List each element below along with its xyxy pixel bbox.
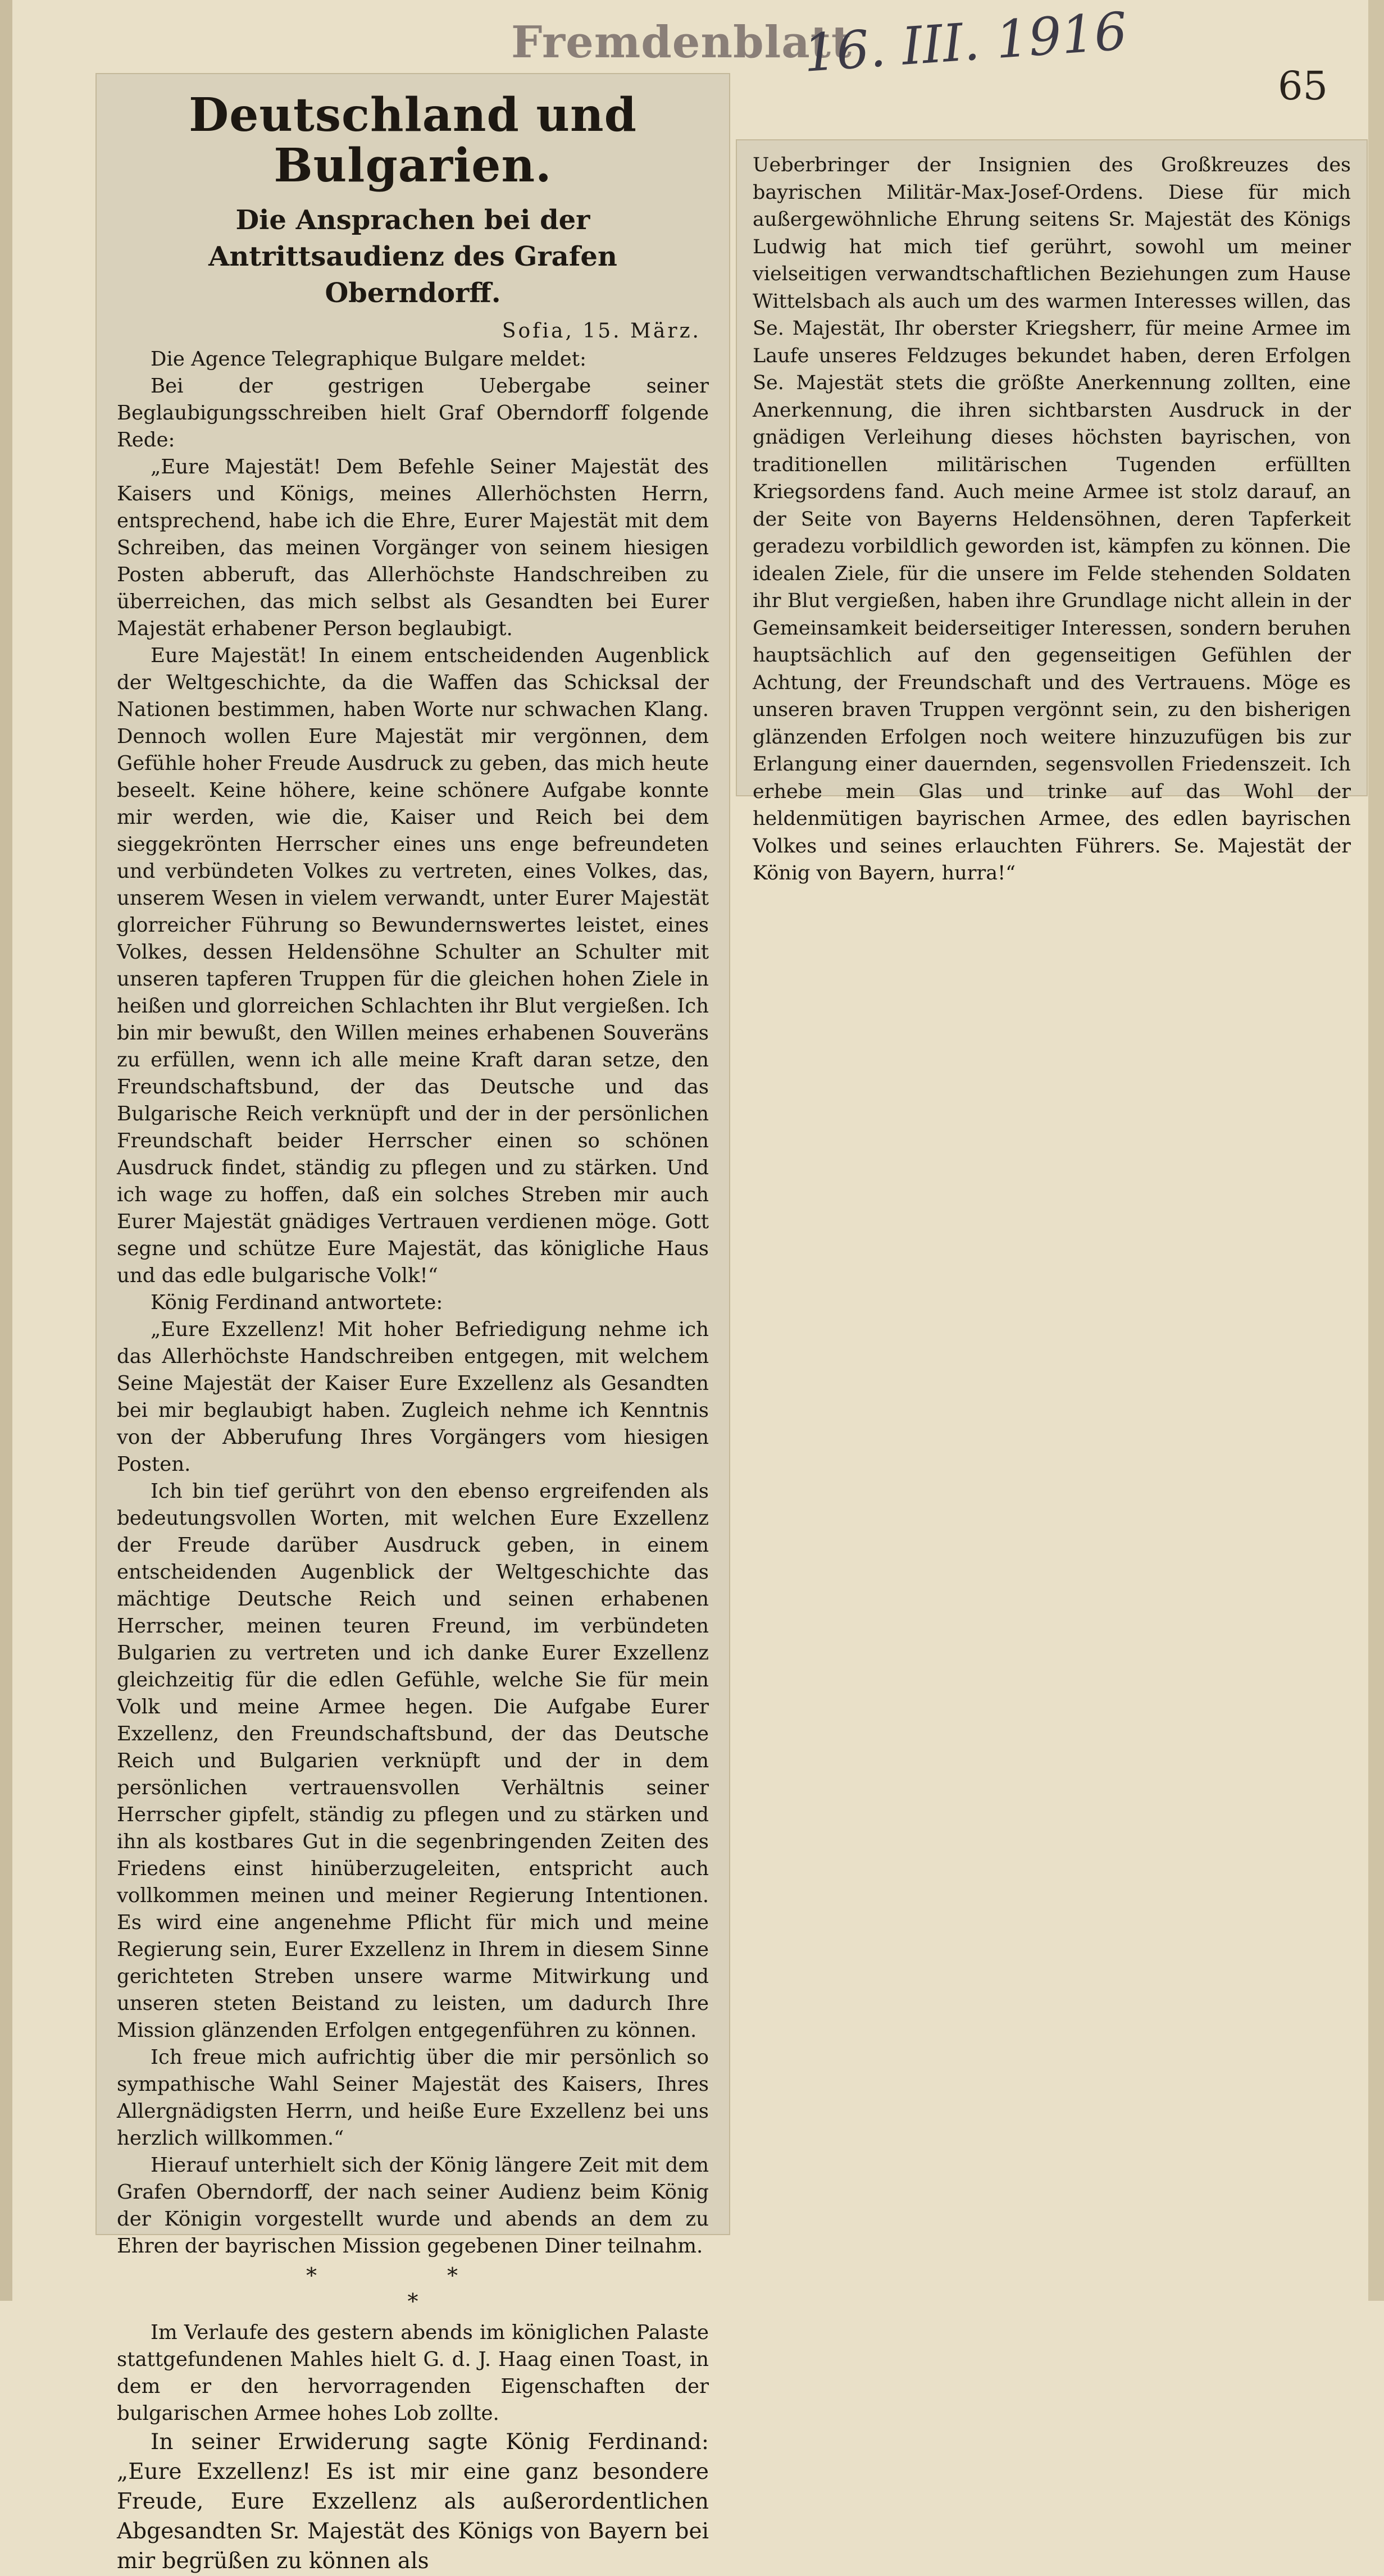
paragraph: Eure Majestät! In einem entscheidenden Augenblick der Weltgeschichte, da die Waffen das Schicksal der Nationen bestimmen, haben Worte nur schwachen Klang. Dennoch wollen Eure Majestät mir vergönnen, dem Gefühle hoher Freude Ausdruck zu geben, das mich heute beseelt. Keine höhere, keine schönere Aufgabe konnte mir werden, wie die, Kaiser und Reich bei dem sieggekrönten Herrscher eines uns enge befreundeten und verbündeten Volkes zu vertreten, eines Volkes, das, unserem Wesen in vielem verwandt, unter Eurer Majestät glorreicher Führung so Bewundernswertes leistet, eines Volkes, dessen Heldensöhne Schulter an Schulter mit unseren tapferen Truppen für die gleichen hohen Ziele in heißen und glorreichen Schlachten ihr Blut vergießen. Ich bin mir bewußt, den Willen meines erhabenen Souveräns zu erfüllen, wenn ich alle meine Kraft daran setze, den Freundschaftsbund, der das Deutsche und das Bulgarische Reich verknüpft und der in der persönlichen Freundschaft beider Herrscher einen so schönen Ausdruck findet, ständig zu pflegen und zu stärken. Und ich wage zu hoffen, daß ein solches Streben mir auch Eurer Majestät gnädiges Vertrauen verdienen möge. Gott segne und schütze Eure Majestät, das königliche Haus und das edle bulgarische Volk!“	[117, 644, 709, 1287]
paragraph: Im Verlaufe des gestern abends im königlichen Palaste stattgefundenen Mahles hielt G. d. J. Haag einen Toast, in dem er den hervorragenden Eigenschaften der bulgarischen Armee hohes Lob zollte.	[117, 2320, 709, 2425]
newspaper-stamp: Fremdenblatt	[511, 17, 852, 68]
page-number: 65	[1278, 63, 1328, 109]
continuation-paragraph: Ueberbringer der Insignien des Großkreuzes des bayrischen Militär-Max-Josef-Ordens. Diese für mich außergewöhnliche Ehrung seitens Sr. Majestät des Königs Ludwig hat mich tief gerührt, sowohl um meiner vielseitigen verwandtschaftlichen Beziehungen zum Hause Wittelsbach als auch um des warmen Interesses willen, das Se. Majestät, Ihr oberster Kriegsherr, für meine Armee im Laufe unseres Feldzuges bekundet haben, deren Erfolgen Se. Majestät stets die größte Anerkennung zollten, eine Anerkennung, die ihren sichtbarsten Ausdruck in der gnädigen Verleihung dieses höchsten bayrischen, von traditionellen militärischen Tugenden erfüllten Kriegsordens fand. Auch meine Armee ist stolz darauf, an der Seite von Bayerns Heldensöhnen, deren Tapferkeit geradezu vorbildlich geworden ist, kämpfen zu können. Die idealen Ziele, für die unsere im Felde stehenden Soldaten ihr Blut vergießen, haben ihre Grundlage nicht allein in der Gemeinsamkeit beiderseitiger Interessen, sondern beruhen hauptsächlich auf den gegenseitigen Gefühlen der Achtung, der Freundschaft und des Vertrauens. Möge es unseren braven Truppen vergönnt sein, zu den bisherigen glänzenden Erfolgen noch weitere hinzuzufügen bis zur Erlangung einer dauernden, segensvollen Friedenszeit. Ich erhebe mein Glas und trinke auf das Wohl der heldenmütigen bayrischen Armee, des edlen bayrischen Volkes und seines erlauchten Führers. Se. Majestät der König von Bayern, hurra!“	[753, 154, 1351, 884]
paragraph: König Ferdinand antwortete:	[151, 1291, 443, 1314]
paragraph: Ich freue mich aufrichtig über die mir persönlich so sympathische Wahl Seiner Majestät des Kaisers, Ihres Allergnädigsten Herrn, und heiße Eure Exzellenz bei uns herzlich willkommen.“	[117, 2045, 709, 2150]
paragraph: „Eure Exzellenz! Mit hoher Befriedigung nehme ich das Allerhöchste Handschreiben entgegen, mit welchem Seine Majestät der Kaiser Eure Exzellenz als Gesandten bei mir beglaubigt haben. Zugleich nehme ich Kenntnis von der Abberufung Ihres Vorgängers vom hiesigen Posten.	[117, 1317, 709, 1476]
paragraph: „Eure Majestät! Dem Befehle Seiner Majestät des Kaisers und Königs, meines Allerhöchsten Herrn, entsprechend, habe ich die Ehre, Eurer Majestät mit dem Schreiben, das meinen Vorgänger von seinem hiesigen Posten abberuft, das Allerhöchste Handschreiben zu überreichen, das mich selbst als Gesandten bei Eurer Majestät erhabener Person beglaubigt.	[117, 455, 709, 640]
paragraph: Die Agence Telegraphique Bulgare meldet:	[151, 347, 586, 371]
clipping-column-2	[736, 139, 1368, 884]
paragraph: In seiner Erwiderung sagte König Ferdinand: „Eure Exzellenz! Es ist mir eine ganz besondere Freude, Eure Exzellenz als außerordentlichen Abgesandten Sr. Majestät des Königs von Bayern bei mir begrüßen zu können als	[117, 2429, 709, 2574]
paragraph: Bei der gestrigen Uebergabe seiner Beglaubigungsschreiben hielt Graf Oberndorff folgende Rede:	[117, 374, 709, 452]
article-dateline: Sofia, 15. März.	[502, 319, 701, 343]
paragraph: Ich bin tief gerührt von den ebenso ergreifenden als bedeutungsvollen Worten, mit welchen Eure Exzellenz der Freude darüber Ausdruck geben, in einem entscheidenden Augenblick der Weltgeschichte das mächtige Deutsche Reich und seinen erhabenen Herrscher, meinen teuren Freund, im verbündeten Bulgarien zu vertreten und ich danke Eurer Exzellenz gleichzeitig für die edlen Gefühle, welche Sie für mein Volk und meine Armee hegen. Die Aufgabe Eurer Exzellenz, den Freundschaftsbund, der das Deutsche Reich und Bulgarien verknüpft und der in dem persönlichen vertrauensvollen Verhältnis seiner Herrscher gipfelt, ständig zu pflegen und zu stärken und ihn als kostbares Gut in die segenbringenden Zeiten des Friedens einst hinüberzugeleiten, entspricht auch vollkommen meinen und meiner Regierung Intentionen. Es wird eine angenehme Pflicht für mich und meine Regierung sein, Eurer Exzellenz in Ihrem in diesem Sinne gerichteten Streben unsere warme Mitwirkung und unseren steten Beistand zu leisten, um dadurch Ihre Mission glänzenden Erfolgen entgegenführen zu können.	[117, 1479, 709, 2042]
article-headline: Deutschland und Bulgarien.	[189, 88, 637, 193]
paper-edge-right	[1368, 0, 1384, 2301]
handwritten-date: 16. III. 1916	[801, 1, 1130, 84]
clipping-column-1	[95, 73, 730, 2574]
paper-edge-left	[0, 0, 12, 2301]
separator-star: *	[407, 2288, 418, 2314]
paragraph: Hierauf unterhielt sich der König längere Zeit mit dem Grafen Oberndorff, der nach seiner Audienz beim König der Königin vorgestellt wurde und abends an dem zu Ehren der bayrischen Mission gegebenen Diner teilnahm.	[117, 2153, 709, 2258]
separator-stars: * *	[306, 2263, 520, 2288]
article-subheadline: Die Ansprachen bei der Antrittsaudienz des Grafen Oberndorff.	[208, 204, 617, 309]
